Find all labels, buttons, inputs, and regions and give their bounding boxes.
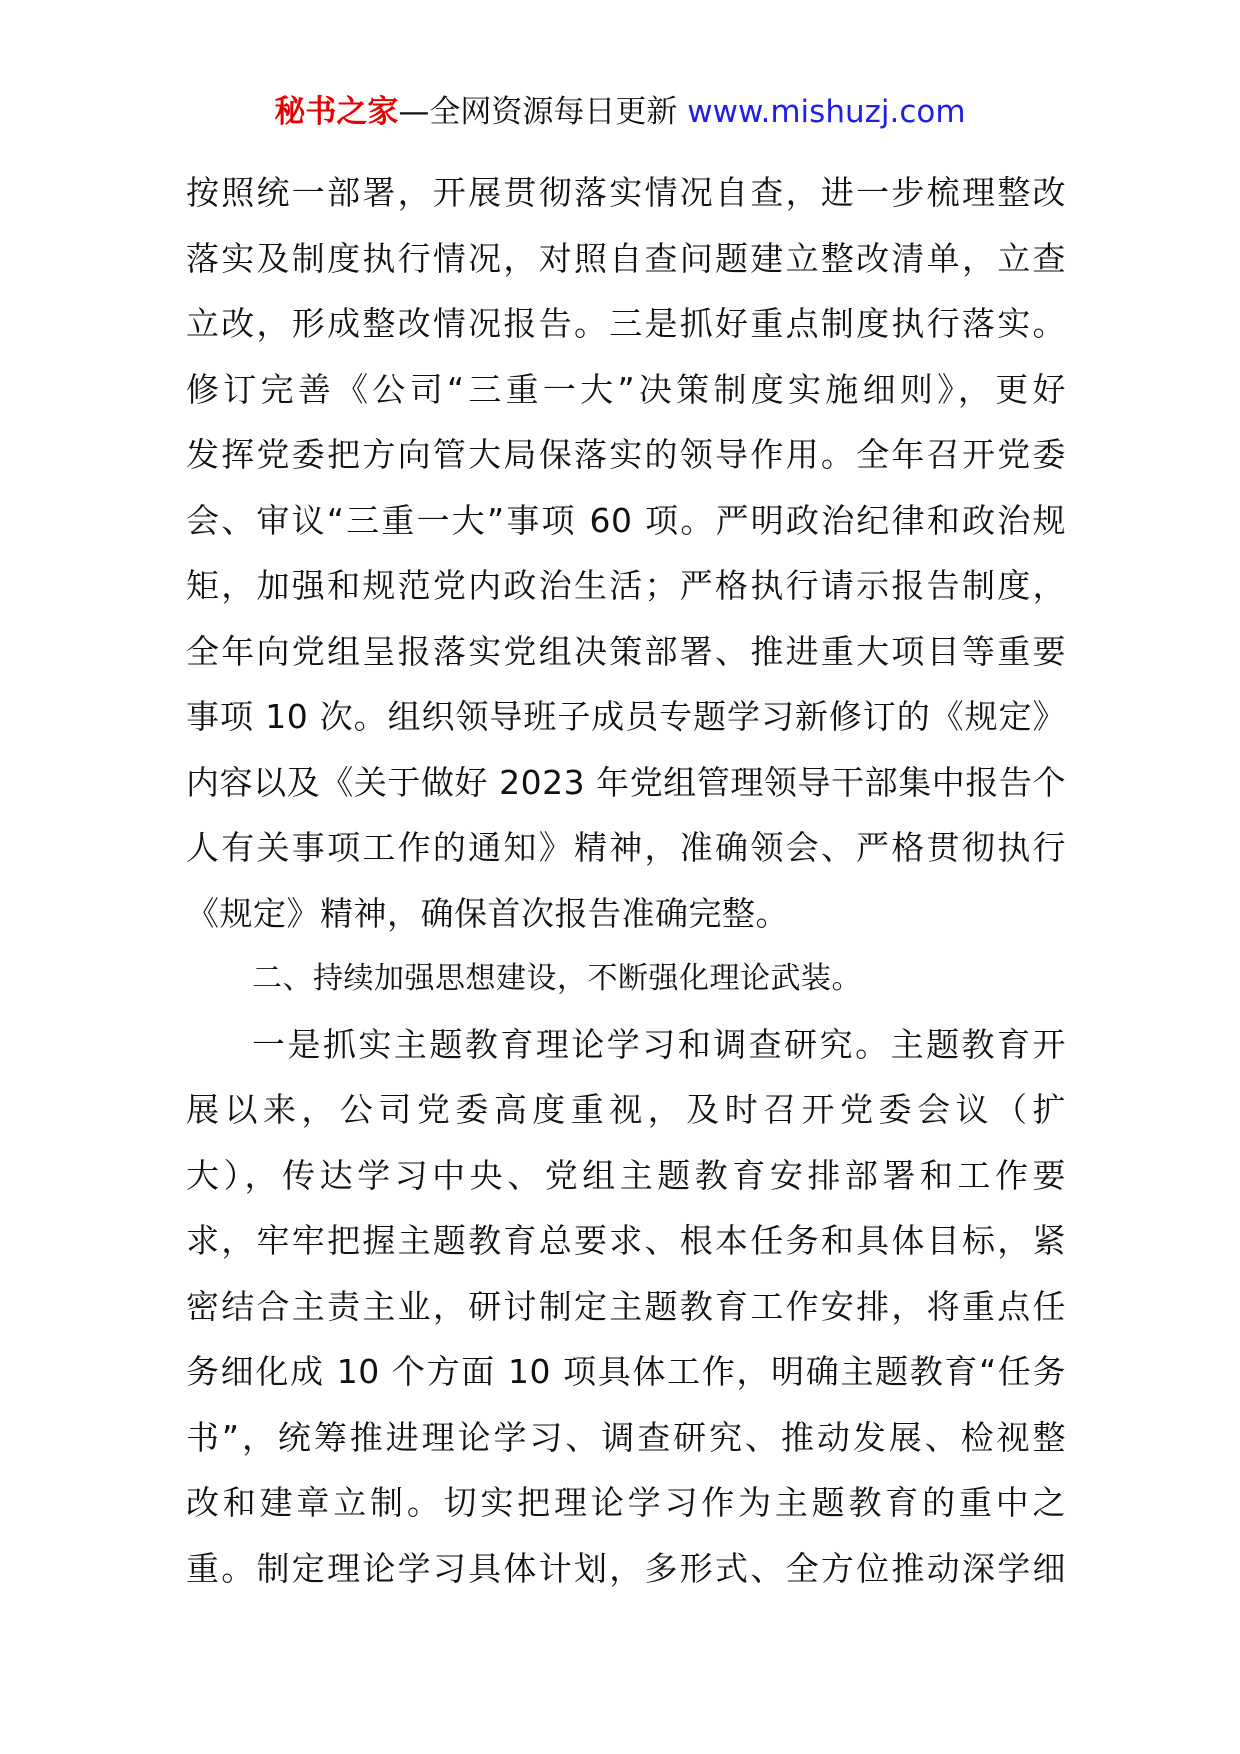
paragraph-line: 事项 10 次。组织领导班子成员专题学习新修订的《规定》 [186, 697, 1066, 736]
paragraph-line: 大），传达学习中央、党组主题教育安排部署和工作要 [186, 1155, 1066, 1195]
section-heading: 二、持续加强思想建设，不断强化理论武装。 [252, 961, 862, 996]
paragraph-line: 立改，形成整改情况报告。三是抓好重点制度执行落实。 [186, 304, 1066, 343]
site-url-link[interactable]: www.mishuzj.com [687, 94, 966, 130]
site-slogan: —全网资源每日更新 [398, 94, 678, 130]
paragraph-line: 展以来，公司党委高度重视，及时召开党委会议（扩 [186, 1090, 1066, 1129]
paragraph-line: 修订完善《公司“三重一大”决策制度实施细则》，更好 [186, 369, 1066, 409]
paragraph-line: 人有关事项工作的通知》精神，准确领会、严格贯彻执行 [186, 828, 1066, 867]
paragraph-line: 内容以及《关于做好 2023 年党组管理领导干部集中报告个 [186, 762, 1066, 802]
site-header [0, 92, 1240, 132]
paragraph-line: 落实及制度执行情况，对照自查问题建立整改清单，立查 [186, 238, 1066, 278]
paragraph-line: 务细化成 10 个方面 10 项具体工作，明确主题教育“任务 [186, 1352, 1066, 1391]
paragraph-line: 一是抓实主题教育理论学习和调查研究。主题教育开 [252, 1024, 1066, 1064]
paragraph-line: 密结合主责主业，研讨制定主题教育工作安排，将重点任 [186, 1286, 1066, 1326]
paragraph-line: 矩，加强和规范党内政治生活；严格执行请示报告制度， [186, 566, 1066, 605]
paragraph-line: 求，牢牢把握主题教育总要求、根本任务和具体目标，紧 [186, 1221, 1066, 1260]
paragraph-line: 改和建章立制。切实把理论学习作为主题教育的重中之 [186, 1483, 1066, 1522]
paragraph-line: 按照统一部署，开展贯彻落实情况自查，进一步梳理整改 [186, 173, 1066, 212]
brand-name: 秘书之家 [274, 94, 399, 130]
paragraph-line: 书”，统筹推进理论学习、调查研究、推动发展、检视整 [186, 1417, 1066, 1457]
paragraph-line: 发挥党委把方向管大局保落实的领导作用。全年召开党委 [186, 435, 1066, 474]
paragraph-line: 《规定》精神，确保首次报告准确完整。 [186, 893, 789, 933]
paragraph-line: 重。制定理论学习具体计划，多形式、全方位推动深学细 [186, 1548, 1066, 1588]
document-body [186, 160, 1066, 1601]
paragraph-line: 会、审议“三重一大”事项 60 项。严明政治纪律和政治规 [186, 500, 1066, 540]
paragraph-line: 全年向党组呈报落实党组决策部署、推进重大项目等重要 [186, 631, 1066, 671]
